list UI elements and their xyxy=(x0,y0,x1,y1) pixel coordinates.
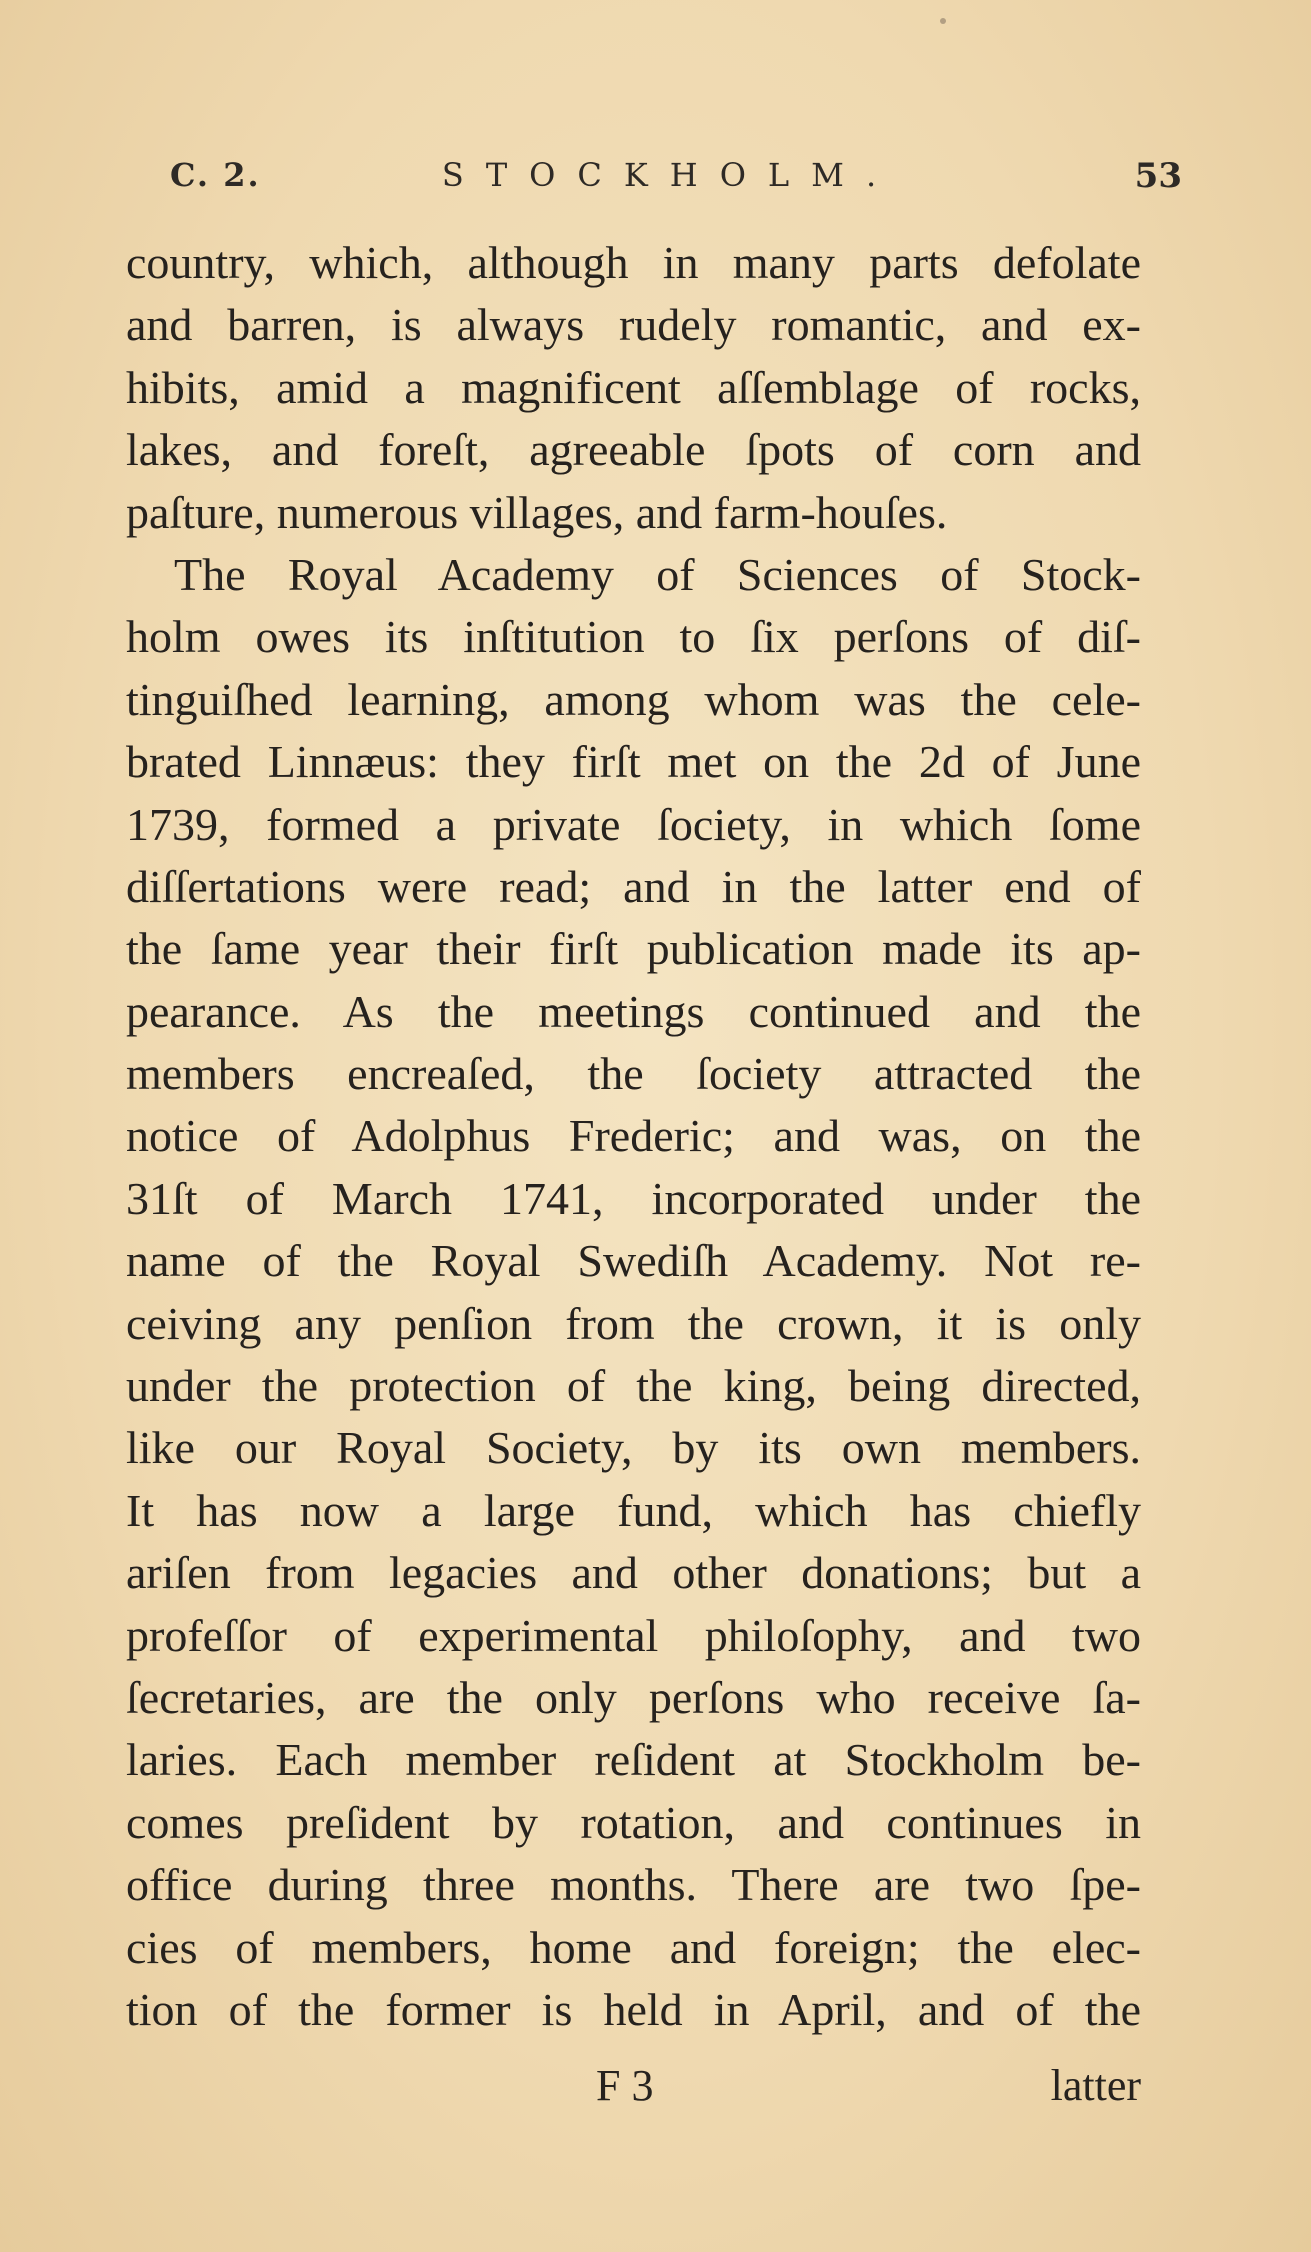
ink-speck xyxy=(940,18,946,24)
text-line: like our Royal Society, by its own members. xyxy=(126,1422,1141,1474)
text-line: ceiving any penſion from the crown, it is only xyxy=(126,1297,1141,1349)
running-title: STOCKHOLM. xyxy=(441,156,899,194)
text-line: hibits, amid a magnificent aſſemblage of rocks, xyxy=(126,361,1141,413)
text-line: tion of the former is held in April, and of the xyxy=(126,1983,1141,2035)
chapter-marker: C. 2. xyxy=(170,156,261,194)
text-line: It has now a large fund, which has chiefly xyxy=(126,1484,1141,1536)
text-line: lakes, and foreſt, agreeable ſpots of corn and xyxy=(126,424,1141,476)
signature-mark: F 3 xyxy=(596,2061,654,2110)
text-line: holm owes its inſtitution to ſix perſons of diſ- xyxy=(126,611,1141,663)
text-line: laries. Each member reſident at Stockholm be- xyxy=(126,1734,1141,1786)
text-line: the ſame year their firſt publication made its ap- xyxy=(126,923,1141,975)
running-head xyxy=(170,150,1182,210)
text-line: 31ſt of March 1741, incorporated under the xyxy=(126,1172,1141,1224)
text-line: 1739, formed a private ſociety, in which ſome xyxy=(126,798,1141,850)
catchword: latter xyxy=(1050,2061,1141,2110)
page-footer xyxy=(126,2060,1141,2120)
text-line: diſſertations were read; and in the latter end of xyxy=(126,860,1141,912)
text-line: under the protection of the king, being directed, xyxy=(126,1360,1141,1412)
text-line: office during three months. There are two ſpe- xyxy=(126,1859,1141,1911)
text-line: notice of Adolphus Frederic; and was, on the xyxy=(126,1110,1141,1162)
text-line: comes preſident by rotation, and continues in xyxy=(126,1796,1141,1848)
text-line: ſecretaries, are the only perſons who receive ſa- xyxy=(126,1671,1141,1723)
body-text xyxy=(126,232,1141,2041)
page-number: 53 xyxy=(1134,156,1182,196)
text-line: brated Linnæus: they firſt met on the 2d of June xyxy=(126,736,1141,788)
text-line: country, which, although in many parts defolate xyxy=(126,237,1141,288)
text-line: pearance. As the meetings continued and the xyxy=(126,985,1141,1037)
text-line: paſture, numerous villages, and farm-houſes. xyxy=(126,486,948,538)
text-line: name of the Royal Swediſh Academy. Not re- xyxy=(126,1235,1141,1287)
text-line: members encreaſed, the ſociety attracted the xyxy=(126,1048,1141,1100)
text-line: cies of members, home and foreign; the elec- xyxy=(126,1921,1141,1973)
text-line: ariſen from legacies and other donations; but a xyxy=(126,1547,1141,1599)
text-line: profeſſor of experimental philoſophy, and two xyxy=(126,1609,1141,1661)
text-line: tinguiſhed learning, among whom was the cele- xyxy=(126,673,1141,725)
text-line: and barren, is always rudely romantic, and ex- xyxy=(126,299,1141,351)
text-line: The Royal Academy of Sciences of Stock- xyxy=(174,548,1141,600)
